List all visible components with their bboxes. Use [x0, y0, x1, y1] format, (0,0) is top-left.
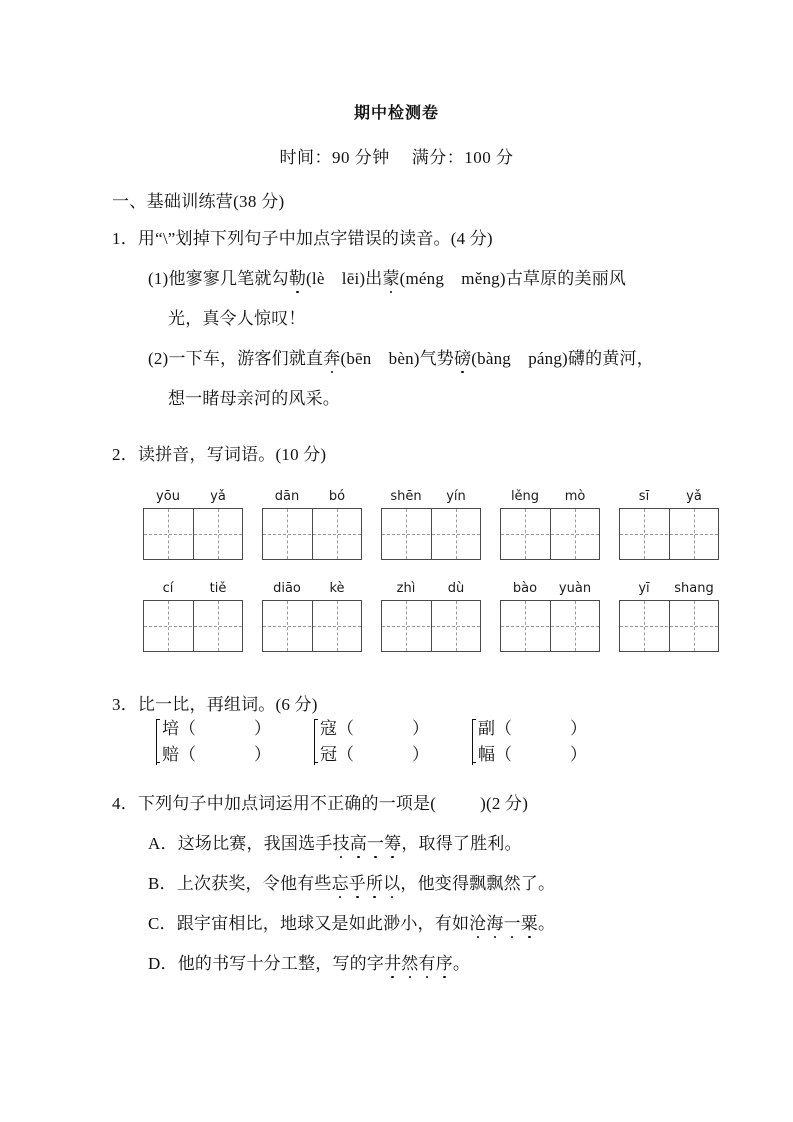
pinyin-syllable: bó — [328, 489, 346, 504]
dotted-char: 有 — [419, 949, 436, 974]
option-text: 上次获奖，令他有些 — [176, 874, 332, 893]
pinyin-syllable: lěng — [510, 489, 540, 504]
dotted-char: 高 — [350, 829, 367, 854]
brace-bracket-icon — [468, 716, 477, 768]
pinyin-syllable: yuàn — [558, 581, 592, 596]
dotted-char: 粟 — [521, 909, 538, 934]
compare-character: 幅 — [478, 745, 495, 764]
pinyin-syllable: bào — [512, 581, 538, 596]
item-text: 出 — [365, 269, 383, 288]
tianzige-cell[interactable] — [312, 509, 361, 559]
item-label: (2) — [148, 349, 169, 368]
character-pair-group — [152, 716, 271, 768]
pinyin-label-pair — [381, 578, 481, 600]
time-value: 90 分钟 — [332, 148, 390, 167]
compare-character: 寇 — [320, 719, 337, 738]
dotted-char: 一 — [504, 909, 521, 934]
tianzige-cell[interactable] — [501, 509, 550, 559]
tianzige-box[interactable] — [143, 508, 243, 560]
option-label: B． — [148, 874, 177, 893]
question-1-item-1-line-1 — [148, 264, 626, 289]
option-c[interactable] — [148, 909, 555, 934]
character-pair-group — [468, 716, 587, 768]
pinyin-syllable: tiě — [209, 581, 227, 596]
question-1-item-1-line-2: 光，真令人惊叹！ — [168, 309, 306, 328]
answer-paren-close: ） — [570, 745, 587, 764]
item-label: (1) — [148, 269, 169, 288]
dotted-char: 蒙 — [382, 264, 399, 289]
pinyin-syllable: yín — [446, 489, 466, 504]
option-text: ，取得了胜利。 — [401, 834, 522, 853]
pinyin-grid-box — [619, 578, 719, 652]
question-2-prompt — [112, 440, 326, 465]
tianzige-box[interactable] — [381, 600, 481, 652]
brace-bracket-icon — [152, 716, 161, 768]
option-label: C． — [148, 914, 177, 933]
pinyin-grid-box — [381, 578, 481, 652]
item-text: 一下车，游客们就直 — [168, 349, 324, 368]
tianzige-cell[interactable] — [263, 601, 312, 651]
tianzige-cell[interactable] — [382, 509, 431, 559]
character-pair-bottom — [478, 742, 587, 768]
answer-paren-open: （ — [495, 745, 512, 764]
pinyin-label-pair — [619, 578, 719, 600]
option-text: 这场比赛，我国选手 — [177, 834, 333, 853]
tianzige-cell[interactable] — [263, 509, 312, 559]
character-pair-bottom — [162, 742, 271, 768]
tianzige-cell[interactable] — [193, 601, 242, 651]
pinyin-syllable: yǎ — [210, 489, 226, 504]
option-text: 他的书写十分工整，写的字 — [177, 954, 385, 973]
question-4-number: 4． — [112, 794, 138, 813]
tianzige-box[interactable] — [500, 508, 600, 560]
option-text: 。 — [537, 914, 556, 933]
pinyin-grid-box — [381, 486, 481, 560]
pinyin-grid-box — [619, 486, 719, 560]
dotted-char: 筹 — [384, 829, 401, 854]
answer-paren-close: ） — [412, 719, 429, 738]
pinyin-syllable: zhì — [396, 581, 416, 596]
tianzige-cell[interactable] — [550, 601, 599, 651]
pinyin-grid-row-2 — [0, 578, 793, 658]
pinyin-choices: (lè lēi) — [306, 269, 366, 288]
item-text: 礴的黄河， — [567, 349, 654, 368]
item-text: 气势 — [419, 349, 455, 368]
pinyin-syllable: dān — [274, 489, 300, 504]
dotted-char: 一 — [367, 829, 384, 854]
time-label: 时间： — [279, 148, 332, 167]
question-4-text: 下列句子中加点词运用不正确的一项是( — [137, 794, 437, 813]
tianzige-cell[interactable] — [669, 509, 718, 559]
pinyin-label-pair — [143, 486, 243, 508]
brace-bracket-icon — [310, 716, 319, 768]
dotted-char: 磅 — [454, 344, 471, 369]
pinyin-grid-box — [143, 578, 243, 652]
dotted-char: 技 — [333, 829, 350, 854]
dotted-char: 所 — [366, 869, 383, 894]
pinyin-label-pair — [381, 486, 481, 508]
tianzige-cell[interactable] — [431, 601, 480, 651]
dotted-char: 以 — [383, 869, 400, 894]
character-pair-top — [320, 716, 429, 742]
answer-paren-close: ） — [570, 719, 587, 738]
tianzige-cell[interactable] — [501, 601, 550, 651]
option-text: ，他变得飘飘然了。 — [400, 874, 556, 893]
dotted-char: 然 — [401, 949, 418, 974]
question-3-prompt — [112, 690, 318, 715]
character-pair-top — [162, 716, 271, 742]
dotted-char: 忘 — [332, 869, 349, 894]
item-text: 古草原的美丽风 — [505, 269, 627, 288]
tianzige-cell[interactable] — [144, 509, 193, 559]
tianzige-box[interactable] — [143, 600, 243, 652]
question-4-prompt — [112, 789, 528, 814]
option-b[interactable] — [148, 869, 555, 894]
dotted-char: 乎 — [349, 869, 366, 894]
pinyin-label-pair — [500, 486, 600, 508]
question-2-number: 2． — [112, 445, 138, 464]
pinyin-syllable: yǎ — [686, 489, 702, 504]
dotted-char: 井 — [384, 949, 401, 974]
pinyin-label-pair — [619, 486, 719, 508]
pinyin-syllable: kè — [329, 581, 345, 596]
tianzige-box[interactable] — [381, 508, 481, 560]
pinyin-label-pair — [262, 486, 362, 508]
answer-paren-close: ） — [254, 745, 271, 764]
dotted-phrase — [333, 834, 402, 853]
pinyin-syllable: shēn — [390, 489, 422, 504]
character-pair-top — [478, 716, 587, 742]
question-1-prompt — [112, 224, 493, 249]
compare-character: 冠 — [320, 745, 337, 764]
pinyin-grid-box — [500, 486, 600, 560]
question-1-number: 1． — [112, 229, 138, 248]
pinyin-syllable: yī — [638, 581, 650, 596]
question-3-text: 比一比，再组词。(6 分) — [137, 695, 318, 714]
answer-paren-close: ） — [254, 719, 271, 738]
dotted-phrase — [384, 954, 453, 973]
total-value: 100 分 — [464, 148, 514, 167]
dotted-char: 勒 — [289, 264, 306, 289]
pinyin-syllable: cí — [162, 581, 174, 596]
pinyin-grid-box — [262, 486, 362, 560]
tianzige-box[interactable] — [619, 508, 719, 560]
compare-character: 培 — [162, 719, 179, 738]
pinyin-syllable: yōu — [156, 489, 180, 504]
pinyin-grid-row-1 — [0, 486, 793, 566]
answer-paren-open: （ — [337, 745, 354, 764]
tianzige-box[interactable] — [262, 508, 362, 560]
compare-character: 赔 — [162, 745, 179, 764]
answer-paren-open: （ — [179, 719, 196, 738]
tianzige-cell[interactable] — [431, 509, 480, 559]
dotted-char: 序 — [436, 949, 453, 974]
pinyin-syllable: diāo — [273, 581, 301, 596]
tianzige-cell[interactable] — [550, 509, 599, 559]
section-heading: 一、基础训练营(38 分) — [112, 192, 285, 211]
compare-character: 副 — [478, 719, 495, 738]
tianzige-cell[interactable] — [669, 601, 718, 651]
pinyin-label-pair — [262, 578, 362, 600]
dotted-char: 沧 — [469, 909, 486, 934]
tianzige-cell[interactable] — [144, 601, 193, 651]
pinyin-choices: (bàng páng) — [471, 349, 568, 368]
pinyin-choices: (méng měng) — [399, 269, 506, 288]
pinyin-label-pair — [143, 578, 243, 600]
item-text: 他寥寥几笔就勾 — [168, 269, 289, 288]
tianzige-cell[interactable] — [382, 601, 431, 651]
character-pair-group — [310, 716, 429, 768]
pinyin-grid-box — [500, 578, 600, 652]
question-3-number: 3． — [112, 695, 138, 714]
answer-paren-open: （ — [337, 719, 354, 738]
pinyin-syllable: sī — [638, 489, 650, 504]
pinyin-grid-box — [143, 486, 243, 560]
tianzige-cell[interactable] — [620, 601, 669, 651]
question-2-text: 读拼音，写词语。(10 分) — [137, 445, 327, 464]
question-4-score: )(2 分) — [480, 794, 529, 813]
pinyin-syllable: dù — [447, 581, 465, 596]
option-text: 跟宇宙相比，地球又是如此渺小，有如 — [176, 914, 470, 933]
character-pair-bottom — [320, 742, 429, 768]
tianzige-cell[interactable] — [193, 509, 242, 559]
dotted-phrase — [332, 874, 401, 893]
page-title: 期中检测卷 — [353, 103, 439, 122]
option-d[interactable] — [148, 949, 470, 974]
tianzige-cell[interactable] — [312, 601, 361, 651]
total-label: 满分： — [411, 148, 465, 167]
question-1-item-2-line-1 — [148, 344, 654, 369]
pinyin-grid-box — [262, 578, 362, 652]
compare-characters-row — [0, 716, 793, 772]
answer-paren-close: ） — [412, 745, 429, 764]
dotted-char: 奔 — [323, 344, 340, 369]
tianzige-box[interactable] — [262, 600, 362, 652]
question-1-item-2-line-2: 想一睹母亲河的风采。 — [168, 389, 340, 408]
pinyin-choices: (bēn bèn) — [340, 349, 420, 368]
pinyin-syllable: shang — [674, 581, 714, 596]
tianzige-box[interactable] — [500, 600, 600, 652]
option-label: D． — [148, 954, 178, 973]
dotted-phrase — [469, 914, 538, 933]
answer-paren-open: （ — [179, 745, 196, 764]
answer-paren-open: （ — [495, 719, 512, 738]
question-1-text: 用“\”划掉下列句子中加点字错误的读音。(4 分) — [137, 229, 493, 248]
tianzige-cell[interactable] — [620, 509, 669, 559]
pinyin-label-pair — [500, 578, 600, 600]
option-label: A． — [148, 834, 178, 853]
option-a[interactable] — [148, 829, 522, 854]
exam-meta — [0, 143, 793, 168]
option-text: 。 — [452, 954, 471, 973]
pinyin-syllable: mò — [564, 489, 586, 504]
dotted-char: 海 — [486, 909, 503, 934]
tianzige-box[interactable] — [619, 600, 719, 652]
